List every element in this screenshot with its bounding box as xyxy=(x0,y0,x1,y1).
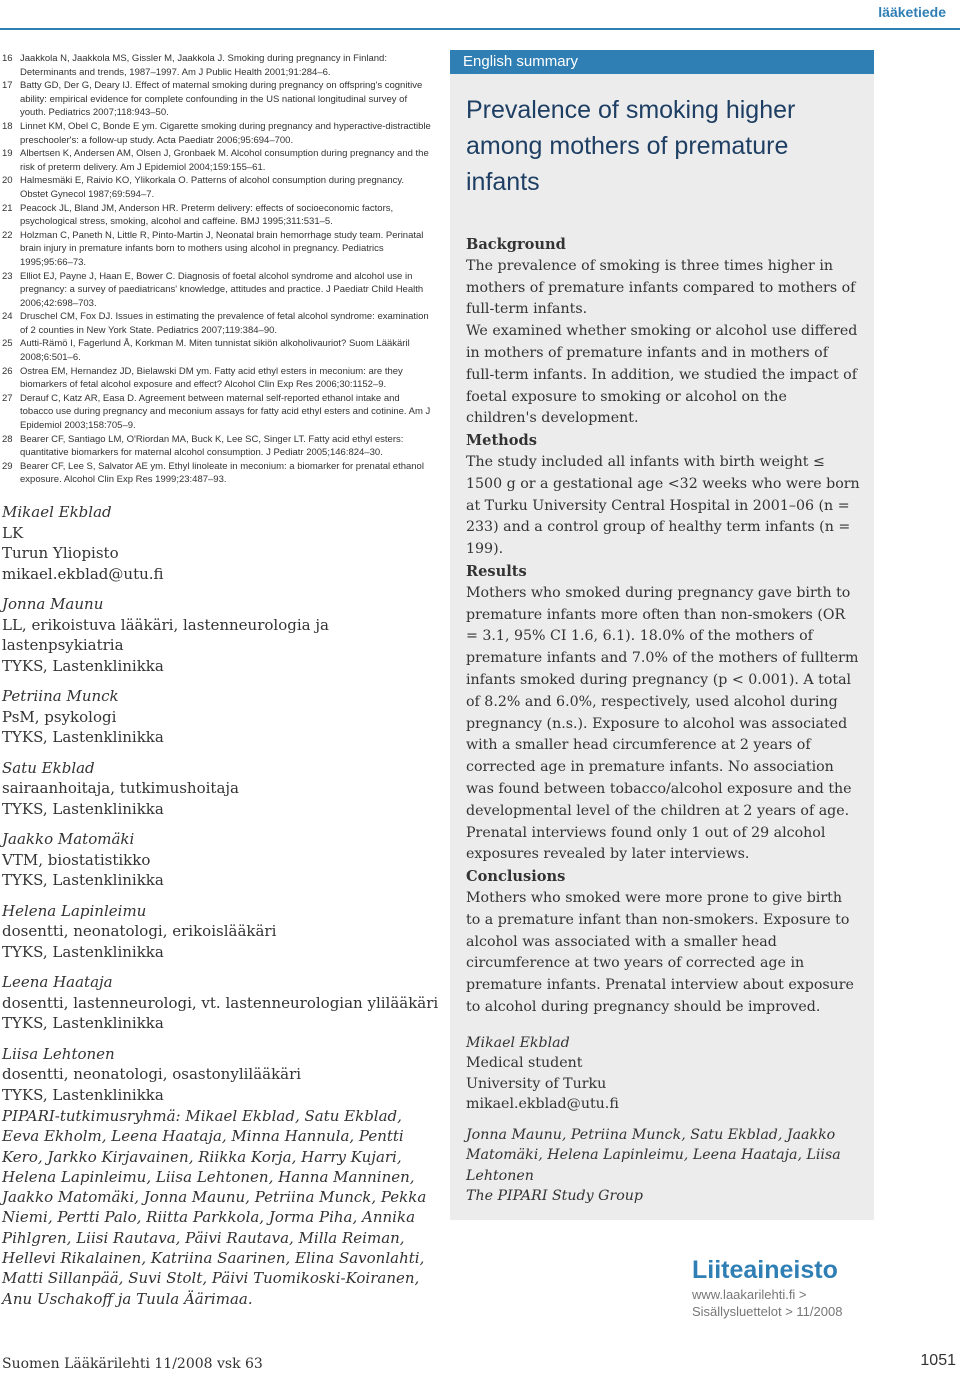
reference-text: Autti-Rämö I, Fagerlund Å, Korkman M. Miten tunnistat sikiön alkoholivauriot? Suom Lääkäril 2008;6:501–6. xyxy=(20,338,410,364)
author-affiliation-line: sairaanhoitaja, tutkimushoitaja xyxy=(2,779,239,797)
author-name: Satu Ekblad xyxy=(2,758,95,777)
author-name: Liisa Lehtonen xyxy=(2,1044,115,1063)
author-list xyxy=(2,502,442,1115)
reference-item xyxy=(2,202,434,229)
author-affiliation-line: PsM, psykologi xyxy=(2,707,117,726)
author-block xyxy=(2,502,442,584)
author-affiliation-line: TYKS, Lastenklinikka xyxy=(2,656,164,675)
author-affiliation-line: TYKS, Lastenklinikka xyxy=(2,871,164,889)
author-affiliation-line: dosentti, neonatologi, erikoislääkäri xyxy=(2,922,277,940)
reference-number: 26 xyxy=(2,365,13,377)
reference-text: Derauf C, Katz AR, Easa D. Agreement between maternal self-reported ethanol intake and tobacco use during pregnancy and meconium assays for fatty acid ethyl esters and cotinine. Am J Epidemiol 2003;158:705–9. xyxy=(20,392,431,432)
author-name: Jaakko Matomäki xyxy=(2,830,135,848)
reference-item xyxy=(2,79,434,120)
reference-number: 16 xyxy=(2,53,13,64)
reference-text: Elliot EJ, Payne J, Haan E, Bower C. Diagnosis of foetal alcohol syndrome and alcohol use in pregnancy: a survey of paediatricans' knowledge, attitudes and practice. J Paediatr Child Health 2006;42:698–703. xyxy=(20,270,424,309)
summary-coauthors xyxy=(466,1125,860,1207)
summary-title: Prevalence of smoking higher among mothers of premature infants xyxy=(466,96,796,196)
reference-text: Ostrea EM, Hernandez JD, Bielawski DM ym. Fatty acid ethyl esters in meconium: are they biomarkers of fetal alcohol exposure and effect? Alcohol Clin Exp Res 2006;30:1152–9. xyxy=(20,365,403,391)
reference-number: 23 xyxy=(2,270,13,282)
research-group: PIPARI-tutkimusryhmä: Mikael Ekblad, Satu Ekblad, Eeva Ekholm, Leena Haataja, Minna Hannula, Pentti Kero, Jarkko Kirjavainen, Riikka Korja, Harry Kujari, Helena Lapinleimu, Liisa Lehtonen, Hanna Manninen, Jaakko Matomäki, Jonna Maunu, Petriina Munck, Pekka Niemi, Pertti Palo, Riitta Parkkola, Jorma Piha, Annika Pihlgren, Liisi Rautava, Päivi Rautava, Milla Reiman, Hellevi Rikalainen, Katriina Saarinen, Elina Savonlahti, Matti Sillanpää, Suvi Stolt, Päivi Tuomikoski-Koiranen, Anu Uschakoff ja Tuula Äärimaa. xyxy=(2,1107,427,1308)
summary-paragraph: Mothers who smoked during pregnancy gave birth to premature infants more often than non-smokers (OR = 3.1, 95% CI 1.6, 6.1). 18.0% of the mothers of premature infants and 7.0% of the mothers of fullterm infants smoked during pregnancy (p < 0.001). A total of 8.2% and 6.0%, respectively, used alcohol during pregnancy (n.s.). Exposure to alcohol was associated with a smaller head circumference at 2 years of corrected age in premature infants. No association was found between tobacco/alcohol exposure and the developmental level of the children at 2 years of age. Prenatal interviews found only 1 out of 29 alcohol exposures revealed by later interviews. xyxy=(466,584,859,863)
author-block xyxy=(2,829,442,891)
reference-text: Holzman C, Paneth N, Little R, Pinto-Martin J, Neonatal brain hemorrhage study team. Perinatal brain injury in premature infants born to mothers using alcohol in pregnancy. Pediatrics 1995;95:66–73. xyxy=(20,229,424,268)
reference-text: Linnet KM, Obel C, Bonde E ym. Cigarette smoking during pregnancy and hyperactive-distractible preschooler's: a follow-up study. Acta Paediatr 2006;95:694–700. xyxy=(20,120,431,146)
reference-number: 19 xyxy=(2,148,13,160)
summary-section-heading: Methods xyxy=(466,432,537,450)
author-name: Helena Lapinleimu xyxy=(2,901,147,920)
reference-number: 25 xyxy=(2,338,13,350)
author-affiliation-line: TYKS, Lastenklinikka xyxy=(2,1014,164,1032)
reference-text: Halmesmäki E, Raivio KO, Ylikorkala O. Patterns of alcohol consumption during pregnancy. Obstet Gynecol 1987;69:594–7. xyxy=(20,175,405,200)
reference-item xyxy=(2,147,434,174)
author-block xyxy=(2,758,442,820)
header-rule xyxy=(0,28,960,30)
liiteaineisto-box xyxy=(692,1254,952,1320)
author-block xyxy=(2,686,442,748)
author-affiliation-line: mikael.ekblad@utu.fi xyxy=(2,564,164,583)
reference-item xyxy=(2,52,434,79)
reference-text: Batty GD, Der G, Deary IJ. Effect of maternal smoking during pregnancy on offspring's cognitive ability: empirical evidence for complete confounding in the US national longitudinal survey of youth. Pediatrics 2007;118:943–50. xyxy=(20,80,423,119)
reference-item xyxy=(2,460,434,487)
summary-section-heading: Conclusions xyxy=(466,868,566,886)
summary-coauthor-names: Jonna Maunu, Petriina Munck, Satu Ekblad, Jaakko Matomäki, Helena Lapinleimu, Leena Haataja, Liisa Lehtonen xyxy=(466,1126,841,1184)
reference-item xyxy=(2,433,434,460)
author-affiliation-line: TYKS, Lastenklinikka xyxy=(2,942,164,961)
journal-footer: Suomen Lääkärilehti 11/2008 vsk 63 xyxy=(2,1356,263,1372)
reference-item xyxy=(2,337,434,364)
reference-item xyxy=(2,120,434,147)
summary-section-heading: Background xyxy=(466,236,566,253)
author-block xyxy=(2,594,442,676)
summary-paragraph: Mothers who smoked were more prone to give birth to a premature infant than non-smokers. Exposure to alcohol was associated with a smaller head circumference at two years of corrected age in premature infants. Prenatal interview about exposure to alcohol during pregnancy should be improved. xyxy=(466,889,854,1015)
author-block xyxy=(2,972,442,1034)
reference-number: 20 xyxy=(2,175,13,187)
summary-author-line: University of Turku xyxy=(466,1075,607,1092)
reference-item xyxy=(2,229,434,270)
reference-number: 24 xyxy=(2,311,13,323)
author-affiliation-line: LK xyxy=(2,523,24,542)
reference-text: Druschel CM, Fox DJ. Issues in estimating the prevalence of fetal alcohol syndrome: examination of 2 counties in New York State. Pediatrics 2007;119:384–90. xyxy=(20,311,429,336)
english-summary-box xyxy=(450,50,874,1220)
summary-author-name: Mikael Ekblad xyxy=(466,1034,570,1051)
author-affiliation-line: TYKS, Lastenklinikka xyxy=(2,799,164,818)
liiteaineisto-link[interactable]: Sisällysluettelot > 11/2008 xyxy=(692,1304,843,1319)
reference-text: Peacock JL, Bland JM, Anderson HR. Preterm delivery: effects of socioeconomic factors, psychological stress, smoking, alcohol and caffeine. BMJ 1995;311:531–5. xyxy=(20,202,394,228)
author-name: Petriina Munck xyxy=(2,687,119,705)
author-name: Leena Haataja xyxy=(2,973,113,991)
reference-item xyxy=(2,270,434,311)
summary-author xyxy=(466,1033,860,1115)
author-block xyxy=(2,1044,442,1106)
reference-text: Bearer CF, Lee S, Salvator AE ym. Ethyl linoleate in meconium: a biomarker for prenatal ethanol exposure. Alcohol Clin Exp Res 1999;23:487–93. xyxy=(20,460,424,486)
summary-header: English summary xyxy=(450,50,874,74)
summary-author-line: Medical student xyxy=(466,1055,583,1072)
liiteaineisto-url[interactable]: www.laakarilehti.fi > xyxy=(692,1287,807,1302)
author-block xyxy=(2,901,442,963)
reference-number: 27 xyxy=(2,392,13,404)
section-label: lääketiede xyxy=(878,4,946,20)
reference-number: 21 xyxy=(2,202,13,214)
author-affiliation-line: Turun Yliopisto xyxy=(2,544,119,562)
reference-number: 18 xyxy=(2,120,13,132)
reference-number: 17 xyxy=(2,80,13,92)
summary-paragraph: We examined whether smoking or alcohol use differed in mothers of premature infants and in mothers of full-term infants. In addition, we studied the impact of foetal exposure to smoking or alcohol on the children's development. xyxy=(466,323,858,427)
author-affiliation-line: LL, erikoistuva lääkäri, lastenneurologia ja lastenpsykiatria xyxy=(2,615,329,654)
author-affiliation-line: dosentti, lastenneurologi, vt. lastenneurologian ylilääkäri xyxy=(2,993,439,1012)
summary-paragraph: The study included all infants with birth weight ≤ 1500 g or a gestational age <32 weeks who were born at Turku University Central Hospital in 2001–06 (n = 233) and a control group of healthy term infants (n = 199). xyxy=(466,453,860,558)
reference-text: Bearer CF, Santiago LM, O'Riordan MA, Buck K, Lee SC, Singer LT. Fatty acid ethyl esters: quantitative biomarkers for maternal alcohol consumption. J Pediatr 2005;146:824–30. xyxy=(20,433,404,459)
reference-item xyxy=(2,392,434,433)
reference-number: 22 xyxy=(2,229,13,241)
reference-number: 29 xyxy=(2,460,13,472)
summary-author-line: mikael.ekblad@utu.fi xyxy=(466,1096,619,1113)
author-name: Jonna Maunu xyxy=(2,595,104,613)
author-affiliation-line: TYKS, Lastenklinikka xyxy=(2,1085,164,1104)
summary-study-group: The PIPARI Study Group xyxy=(466,1188,643,1205)
summary-body xyxy=(466,234,860,1019)
author-affiliation-line: dosentti, neonatologi, osastonylilääkäri xyxy=(2,1065,302,1083)
author-name: Mikael Ekblad xyxy=(2,503,112,521)
summary-section-heading: Results xyxy=(466,562,527,580)
reference-text: Jaakkola N, Jaakkola MS, Gissler M, Jaakkola J. Smoking during pregnancy in Finland: Determinants and trends, 1987–1997. Am J Public Health 2001;91:284–6. xyxy=(20,53,387,78)
reference-text: Albertsen K, Andersen AM, Olsen J, Gronbaek M. Alcohol consumption during pregnancy and the risk of preterm delivery. Am J Epidemiol 2004;159:155–61. xyxy=(20,148,429,173)
reference-list xyxy=(2,52,434,487)
author-affiliation-line: TYKS, Lastenklinikka xyxy=(2,728,164,746)
page-number: 1051 xyxy=(920,1352,956,1369)
reference-item xyxy=(2,174,434,201)
reference-item xyxy=(2,365,434,392)
reference-number: 28 xyxy=(2,433,13,445)
reference-item xyxy=(2,310,434,337)
author-affiliation-line: VTM, biostatistikko xyxy=(2,850,151,869)
summary-paragraph: The prevalence of smoking is three times higher in mothers of premature infants compared to mothers of full-term infants. xyxy=(466,257,856,318)
liiteaineisto-title: Liiteaineisto xyxy=(692,1256,838,1284)
